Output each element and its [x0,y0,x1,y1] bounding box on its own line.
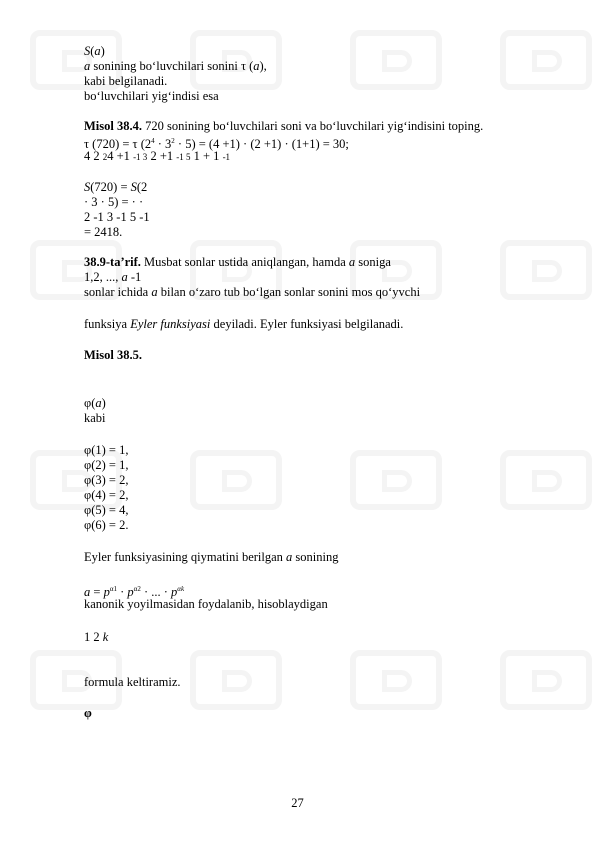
exponent: αk [177,585,185,593]
text-fragment: ( [245,59,254,73]
watermark-logo [500,240,592,300]
text-fragment: 1 + 1 [190,149,223,163]
text-line [84,285,420,300]
text-line [84,550,338,565]
phi-value-line: φ(2) = 1, [84,458,129,472]
text-fragment: ) [100,44,105,58]
math-symbol: S [130,180,137,194]
text-fragment: · ... · [140,585,172,599]
text-fragment: · 3 [154,137,172,151]
math-symbol: τ [132,137,138,151]
formula-line: 2 -1 3 -1 5 -1 [84,210,150,224]
text-fragment: sonlar ichida [84,285,152,299]
text-fragment: = [90,585,104,599]
text-fragment: 720 sonining bo‘luvchilari soni va bo‘luvchilari yig‘indisini toping. [141,119,484,133]
math-variable: a [348,255,356,269]
watermark-logo [190,650,282,710]
math-variable: a [84,59,91,73]
text-fragment: -1 [127,270,142,284]
example-heading: Misol 38.5. [84,348,142,362]
formula-line [84,396,106,411]
math-variable: a [151,285,158,299]
text-line [84,317,403,332]
math-symbol: S [84,44,91,58]
phi-value-line: φ(3) = 2, [84,473,129,487]
text-fragment: 1 2 [84,630,103,644]
watermark-logo [500,650,592,710]
text-fragment: Musbat sonlar ustida aniqlangan, hamda [140,255,349,269]
exponent: 2 [171,137,175,145]
math-variable: a [286,550,293,564]
text-fragment: soniga [355,255,391,269]
text-fragment: (2 [137,137,152,151]
exponent: 4 [151,137,155,145]
watermark-logo [350,450,442,510]
text-fragment: ) [101,396,106,410]
text-fragment: 1,2, ..., [84,270,122,284]
math-variable: p [127,585,134,599]
text-fragment: sonining bo‘luvchilari sonini [90,59,241,73]
math-symbol: S [84,180,91,194]
text-fragment: funksiya [84,317,131,331]
text-fragment: Eyler funksiyasining qiymatini berilgan [84,550,287,564]
formula-line: = 2418. [84,225,123,239]
text-line [84,44,105,59]
exponent: α1 [109,585,117,593]
formula-line [84,180,147,195]
text-line: kanonik yoyilmasidan foydalanib, hisoblaydigan [84,597,328,611]
math-variable: a [94,44,101,58]
formula-line: · 3 · 5) = · · [84,195,144,209]
page-number: 27 [291,796,304,810]
exponent: α2 [133,585,141,593]
math-variable: k [102,630,109,644]
text-line [84,59,267,74]
math-variable: p [171,585,178,599]
formula-line [84,630,108,645]
definition-line [84,255,391,270]
phi-value-line: φ(6) = 2. [84,518,129,532]
watermark-logo [500,450,592,510]
phi-value-line: φ(5) = 4, [84,503,129,517]
math-variable: a [121,270,128,284]
text-fragment: 4 +1 [107,149,134,163]
text-fragment: -1 [222,152,231,162]
text-fragment: φ( [84,396,96,410]
text-fragment: ( [90,44,95,58]
text-line: bo‘luvchilari yig‘indisi esa [84,89,219,103]
math-symbol: τ [84,137,90,151]
math-symbol: τ [240,59,246,73]
definition-heading: 38.9-ta’rif. [84,255,141,269]
text-fragment: 4 2 [84,149,103,163]
watermark-logo [190,450,282,510]
example-heading: Misol 38.4. [84,119,142,133]
text-line: kabi [84,411,106,425]
phi-symbol: φ [84,706,92,720]
math-variable: p [103,585,110,599]
text-line: kabi belgilanadi. [84,74,168,88]
math-variable: a [95,396,102,410]
watermark-logo [350,650,442,710]
text-fragment: · 5) = (4 +1) · (2 +1) · (1+1) = 30; [174,137,349,151]
text-fragment: deyiladi. Eyler funksiyasi belgilanadi. [210,317,404,331]
text-fragment: 2 +1 [147,149,177,163]
term-italic: Eyler funksiyasi [130,317,211,331]
text-fragment: (720) = [90,180,131,194]
text-fragment: (2 [136,180,148,194]
watermark-logo [500,30,592,90]
formula-line [84,149,230,165]
text-fragment: ), [259,59,267,73]
text-fragment: · [116,585,128,599]
text-fragment: sonining [292,550,339,564]
watermark-logo [350,30,442,90]
text-line [84,270,141,285]
math-variable: a [84,585,91,599]
text-fragment: bilan o‘zaro tub bo‘lgan sonlar sonini mos qo‘yvchi [157,285,421,299]
phi-value-line: φ(1) = 1, [84,443,129,457]
text-fragment: (720) = [89,137,133,151]
text-fragment: -1 5 [176,152,191,162]
text-fragment: -1 3 [133,152,148,162]
text-line: formula keltiramiz. [84,675,181,689]
example-line [84,119,483,134]
phi-value-line: φ(4) = 2, [84,488,129,502]
math-variable: a [253,59,260,73]
text-fragment: 2 [102,152,108,162]
